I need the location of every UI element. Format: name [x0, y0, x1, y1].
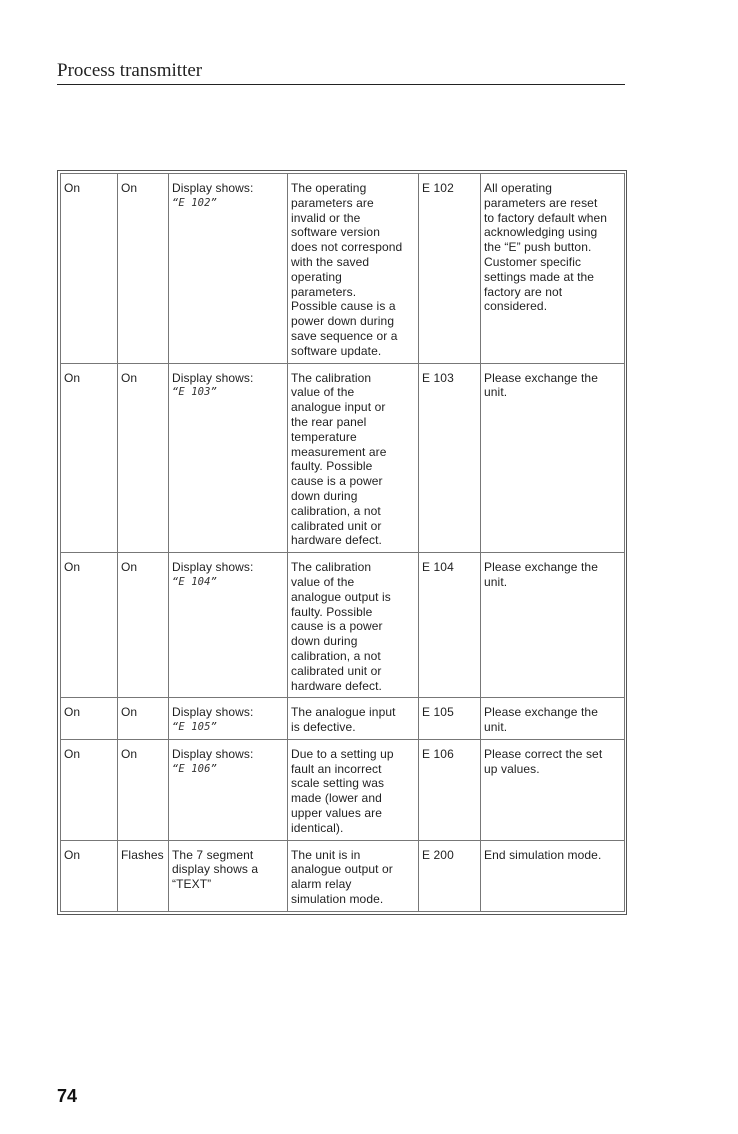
description-line: analogue output is — [291, 589, 391, 604]
action-line: considered. — [484, 299, 548, 314]
action-line: End simulation mode. — [484, 847, 602, 862]
error-code: E 103 — [422, 370, 454, 385]
description-line: Possible cause is a — [291, 299, 396, 314]
display-label: Display shows: — [172, 705, 254, 720]
action-line: All operating — [484, 181, 553, 195]
description-line: invalid or the — [291, 210, 361, 225]
display-label: Display shows: — [172, 181, 254, 195]
cell-display — [169, 739, 288, 840]
led1-state: On — [64, 370, 81, 385]
description-line: identical). — [291, 820, 344, 835]
cell-led1 — [61, 698, 118, 740]
cell-error-code — [419, 363, 481, 553]
cell-led2 — [118, 840, 169, 911]
action-line: Please exchange the — [484, 370, 598, 385]
action-line: unit. — [484, 385, 508, 400]
description-line: value of the — [291, 574, 355, 589]
led1-state: On — [64, 560, 81, 575]
description-line: The unit is in — [291, 847, 361, 862]
table-row — [61, 698, 625, 740]
cell-action — [481, 174, 625, 364]
cell-led2 — [118, 363, 169, 553]
page-header-title: Process transmitter — [57, 60, 625, 85]
action-line: unit. — [484, 574, 508, 589]
description-line: calibration, a not — [291, 503, 381, 518]
description-line: fault an incorrect — [291, 761, 382, 776]
cell-error-code — [419, 739, 481, 840]
description-line: cause is a power — [291, 619, 383, 634]
action-line: Please correct the set — [484, 746, 603, 761]
description-line: calibrated unit or — [291, 663, 382, 678]
page-number: 74 — [57, 1086, 78, 1106]
cell-led2 — [118, 174, 169, 364]
description-line: calibrated unit or — [291, 518, 382, 533]
led1-state: On — [64, 847, 81, 862]
description-line: made (lower and — [291, 791, 382, 806]
cell-description — [288, 553, 419, 698]
cell-action — [481, 840, 625, 911]
cell-action — [481, 698, 625, 740]
description-line: software update. — [291, 343, 382, 358]
description-line: faulty. Possible — [291, 604, 373, 619]
display-code: “E 104” — [172, 575, 217, 588]
description-line: with the saved — [291, 254, 370, 269]
table-row — [61, 174, 625, 364]
display-code: “E 105” — [172, 721, 217, 734]
description-line: does not correspond — [291, 240, 403, 255]
description-line: faulty. Possible — [291, 459, 373, 474]
display-extra-line: display shows a — [172, 862, 259, 877]
error-table-frame — [57, 170, 627, 915]
cell-description — [288, 698, 419, 740]
description-line: The operating — [291, 181, 367, 195]
error-table — [60, 173, 625, 912]
cell-display — [169, 174, 288, 364]
display-code: “E 102” — [172, 196, 217, 209]
led2-state: Flashes — [121, 847, 164, 862]
description-line: The calibration — [291, 560, 372, 575]
description-line: cause is a power — [291, 474, 383, 489]
cell-led1 — [61, 174, 118, 364]
table-row — [61, 553, 625, 698]
led2-state: On — [121, 560, 138, 575]
error-code: E 104 — [422, 560, 454, 575]
description-line: scale setting was — [291, 776, 385, 791]
cell-led1 — [61, 739, 118, 840]
cell-led2 — [118, 739, 169, 840]
action-line: to factory default when — [484, 210, 608, 225]
cell-led1 — [61, 363, 118, 553]
cell-action — [481, 553, 625, 698]
led2-state: On — [121, 746, 138, 761]
description-line: down during — [291, 488, 358, 503]
cell-display — [169, 840, 288, 911]
description-line: analogue output or — [291, 862, 393, 877]
description-line: temperature — [291, 429, 357, 444]
action-line: acknowledging using — [484, 225, 598, 240]
action-line: unit. — [484, 720, 508, 735]
display-code: “E 103” — [172, 386, 217, 399]
cell-display — [169, 363, 288, 553]
description-line: hardware defect. — [291, 533, 382, 548]
cell-description — [288, 840, 419, 911]
display-label: The 7 segment — [172, 847, 254, 862]
led1-state: On — [64, 705, 81, 720]
display-label: Display shows: — [172, 560, 254, 575]
action-line: factory are not — [484, 284, 563, 299]
cell-error-code — [419, 698, 481, 740]
cell-description — [288, 363, 419, 553]
led2-state: On — [121, 370, 138, 385]
led1-state: On — [64, 746, 81, 761]
description-line: software version — [291, 225, 380, 240]
led1-state: On — [64, 181, 81, 195]
error-code: E 200 — [422, 847, 454, 862]
description-line: analogue input or — [291, 400, 386, 415]
action-line: parameters are reset — [484, 195, 598, 210]
cell-action — [481, 363, 625, 553]
cell-led2 — [118, 553, 169, 698]
cell-led2 — [118, 698, 169, 740]
cell-led1 — [61, 553, 118, 698]
display-label: Display shows: — [172, 746, 254, 761]
display-extra-line: “TEXT” — [172, 877, 212, 892]
error-code: E 106 — [422, 746, 454, 761]
description-line: save sequence or a — [291, 328, 398, 343]
description-line: calibration, a not — [291, 648, 381, 663]
description-line: value of the — [291, 385, 355, 400]
description-line: down during — [291, 634, 358, 649]
cell-action — [481, 739, 625, 840]
description-line: power down during — [291, 314, 395, 329]
description-line: parameters. — [291, 284, 357, 299]
cell-error-code — [419, 174, 481, 364]
error-code: E 102 — [422, 181, 454, 195]
table-row — [61, 363, 625, 553]
display-code: “E 106” — [172, 762, 217, 775]
cell-display — [169, 698, 288, 740]
cell-description — [288, 174, 419, 364]
action-line: the “E” push button. — [484, 240, 592, 255]
table-row — [61, 739, 625, 840]
description-line: The calibration — [291, 370, 372, 385]
description-line: is defective. — [291, 720, 356, 735]
action-line: Please exchange the — [484, 705, 598, 720]
cell-description — [288, 739, 419, 840]
error-code: E 105 — [422, 705, 454, 720]
description-line: the rear panel — [291, 414, 367, 429]
description-line: Due to a setting up — [291, 746, 394, 761]
description-line: upper values are — [291, 806, 382, 821]
description-line: alarm relay — [291, 877, 352, 892]
display-label: Display shows: — [172, 370, 254, 385]
led2-state: On — [121, 181, 138, 195]
action-line: up values. — [484, 761, 540, 776]
table-row — [61, 840, 625, 911]
action-line: Customer specific — [484, 254, 582, 269]
action-line: Please exchange the — [484, 560, 598, 575]
cell-led1 — [61, 840, 118, 911]
description-line: parameters are — [291, 195, 374, 210]
led2-state: On — [121, 705, 138, 720]
description-line: The analogue input — [291, 705, 396, 720]
description-line: simulation mode. — [291, 892, 384, 907]
action-line: settings made at the — [484, 269, 595, 284]
description-line: operating — [291, 269, 342, 284]
cell-error-code — [419, 553, 481, 698]
cell-error-code — [419, 840, 481, 911]
description-line: hardware defect. — [291, 678, 382, 693]
cell-display — [169, 553, 288, 698]
description-line: measurement are — [291, 444, 387, 459]
